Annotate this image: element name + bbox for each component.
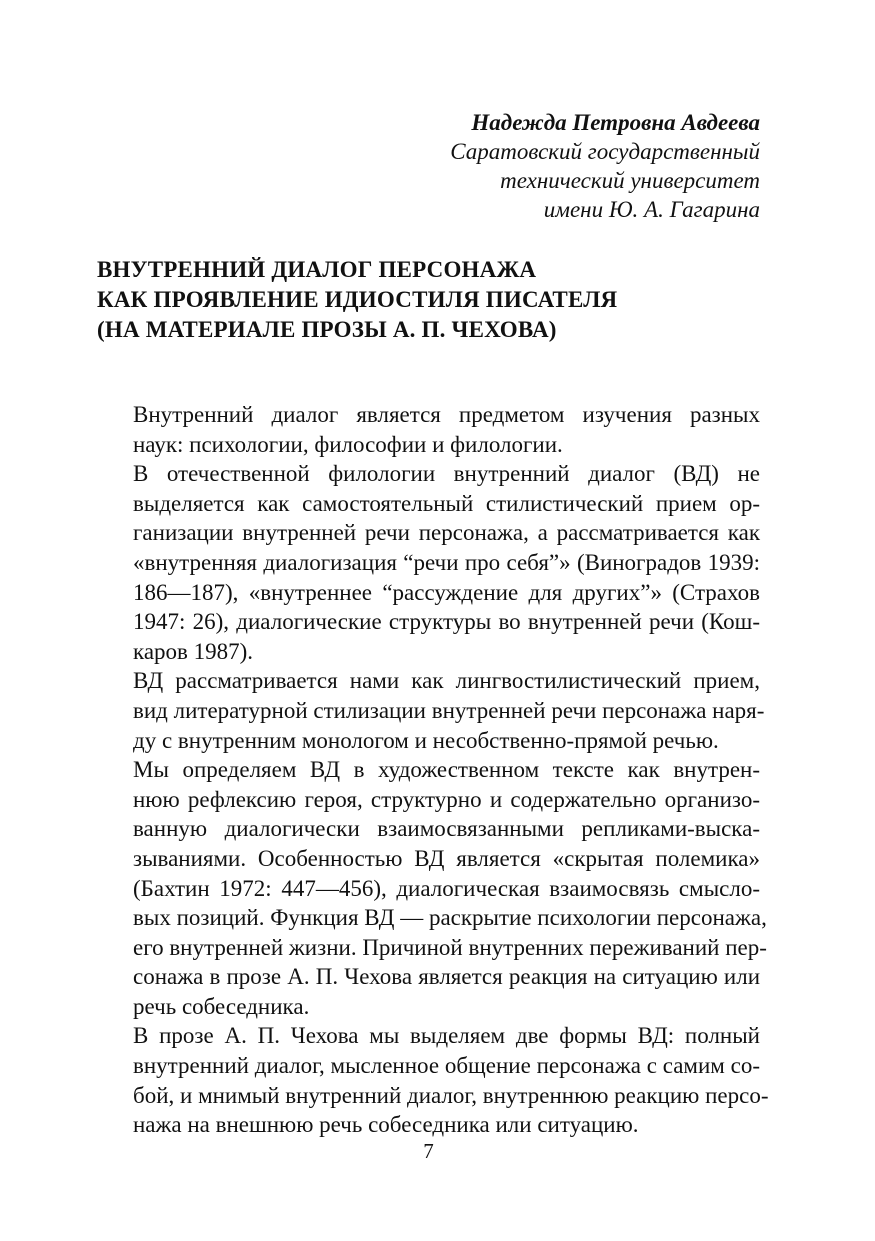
text-line: (Бахтин 1972: 447—456), диалогическая взаимосвязь смысло- bbox=[133, 875, 760, 901]
paragraph bbox=[97, 1021, 769, 1139]
text-line: внутренний диалог, мысленное общение персонажа с самим со- bbox=[133, 1053, 760, 1079]
affiliation-line: технический университет bbox=[500, 168, 760, 193]
text-line: ду с внутренним монологом и несобственно-прямой речью. bbox=[133, 727, 719, 753]
title-line: КАК ПРОЯВЛЕНИЕ ИДИОСТИЛЯ ПИСАТЕЛЯ bbox=[97, 287, 618, 312]
text-line: В отечественной филологии внутренний диалог (ВД) не bbox=[133, 461, 760, 487]
text-line: «внутренняя диалогизация “речи про себя”» (Виноградов 1939: bbox=[133, 549, 760, 575]
page-number: 7 bbox=[423, 1139, 434, 1163]
article-body bbox=[97, 400, 769, 1140]
text-line: ВД рассматривается нами как лингвостилистический прием, bbox=[133, 668, 760, 694]
text-line: Мы определяем ВД в художественном тексте как внутрен- bbox=[133, 757, 760, 783]
title-line: ВНУТРЕННИЙ ДИАЛОГ ПЕРСОНАЖА bbox=[97, 257, 537, 282]
article-title bbox=[97, 255, 760, 345]
paragraph bbox=[97, 459, 760, 666]
paragraph bbox=[97, 666, 765, 755]
text-line: Внутренний диалог является предметом изучения разных bbox=[133, 402, 760, 427]
text-line: нюю рефлексию героя, структурно и содержательно организо- bbox=[133, 786, 760, 812]
text-line: В прозе А. П. Чехова мы выделяем две формы ВД: полный bbox=[133, 1023, 760, 1049]
text-line: 186—187), «внутреннее “рассуждение для других”» (Страхов bbox=[133, 579, 760, 605]
author-name: Надежда Петровна Авдеева bbox=[471, 110, 760, 135]
paragraph bbox=[97, 755, 767, 1021]
text-line: ганизации внутренней речи персонажа, а рассматривается как bbox=[133, 520, 760, 546]
paragraph bbox=[97, 400, 760, 459]
text-line: вых позиций. Функция ВД — раскрытие психологии персонажа, bbox=[133, 905, 767, 931]
text-line: сонажа в прозе А. П. Чехова является реакция на ситуацию или bbox=[133, 964, 760, 990]
author-block bbox=[450, 108, 760, 224]
document-page bbox=[97, 0, 769, 1241]
text-line: каров 1987). bbox=[133, 638, 254, 664]
text-line: его внутренней жизни. Причиной внутренних переживаний пер- bbox=[133, 934, 767, 960]
text-line: вид литературной стилизации внутренней речи персонажа наря- bbox=[133, 697, 765, 723]
text-line: зываниями. Особенностью ВД является «скрытая полемика» bbox=[133, 845, 760, 871]
title-line: (НА МАТЕРИАЛЕ ПРОЗЫ А. П. ЧЕХОВА) bbox=[97, 317, 557, 342]
text-line: нажа на внешнюю речь собеседника или ситуацию. bbox=[133, 1112, 639, 1138]
text-line: речь собеседника. bbox=[133, 993, 310, 1019]
affiliation-line: Саратовский государственный bbox=[450, 139, 760, 164]
affiliation-line: имени Ю. А. Гагарина bbox=[543, 197, 760, 222]
text-line: ванную диалогически взаимосвязанными репликами-выска- bbox=[133, 816, 760, 842]
text-line: бой, и мнимый внутренний диалог, внутреннюю реакцию персо- bbox=[133, 1082, 769, 1108]
text-line: 1947: 26), диалогические структуры во внутренней речи (Кош- bbox=[133, 609, 760, 635]
text-line: выделяется как самостоятельный стилистический прием ор- bbox=[133, 490, 760, 516]
text-line: наук: психологии, философии и филологии. bbox=[133, 431, 563, 457]
